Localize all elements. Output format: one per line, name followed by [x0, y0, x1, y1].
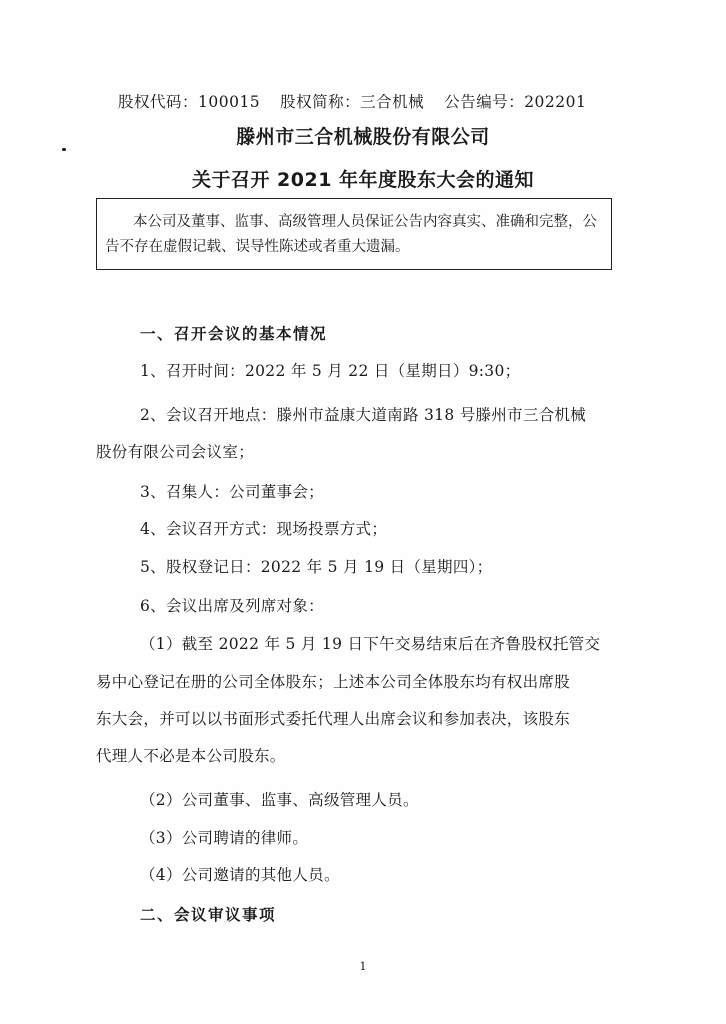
page-number: 1: [359, 960, 367, 973]
stock-short-name: 股权简称：三合机械: [280, 93, 425, 111]
meeting-method: 4、会议召开方式：现场投票方式；: [140, 520, 388, 538]
attendee-4: （4）公司邀请的其他人员。: [140, 866, 340, 884]
section-heading-2: 二、会议审议事项: [140, 905, 277, 924]
announcement-number: 公告编号：202201: [444, 93, 587, 111]
section-heading-1: 一、召开会议的基本情况: [140, 324, 328, 343]
record-date: 5、股权登记日：2022 年 5 月 19 日（星期四）；: [140, 558, 493, 576]
attendee-1-cont: 易中心登记在册的公司全体股东；上述本公司全体股东均有权出席股: [96, 673, 571, 691]
attendee-1-cont: 东大会，并可以以书面形式委托代理人出席会议和参加表决，该股东: [96, 710, 571, 728]
attendee-2: （2）公司董事、监事、高级管理人员。: [140, 791, 419, 809]
disclaimer-box: 本公司及董事、监事、高级管理人员保证公告内容真实、准确和完整，公告不存在虚假记载、误导性陈述或者重大遗漏。: [96, 198, 612, 270]
attendee-3: （3）公司聘请的律师。: [140, 829, 309, 847]
attendee-1-cont: 代理人不必是本公司股东。: [96, 747, 286, 765]
meeting-time: 1、召开时间：2022 年 5 月 22 日（星期日）9:30；: [140, 362, 521, 380]
notice-title: 关于召开 2021 年年度股东大会的通知: [191, 169, 535, 191]
attendee-1: （1）截至 2022 年 5 月 19 日下午交易结束后在齐鲁股权托管交: [140, 635, 601, 653]
meeting-location-cont: 股份有限公司会议室；: [96, 443, 255, 461]
company-title: 滕州市三合机械股份有限公司: [236, 126, 490, 148]
attendance-heading: 6、会议出席及列席对象：: [140, 597, 324, 615]
meeting-convener: 3、召集人：公司董事会；: [140, 483, 324, 501]
scan-speck: [62, 148, 66, 151]
meeting-location: 2、会议召开地点：滕州市益康大道南路 318 号滕州市三合机械: [140, 406, 587, 424]
stock-code: 股权代码：100015: [118, 93, 261, 111]
announcement-header: [118, 90, 586, 112]
